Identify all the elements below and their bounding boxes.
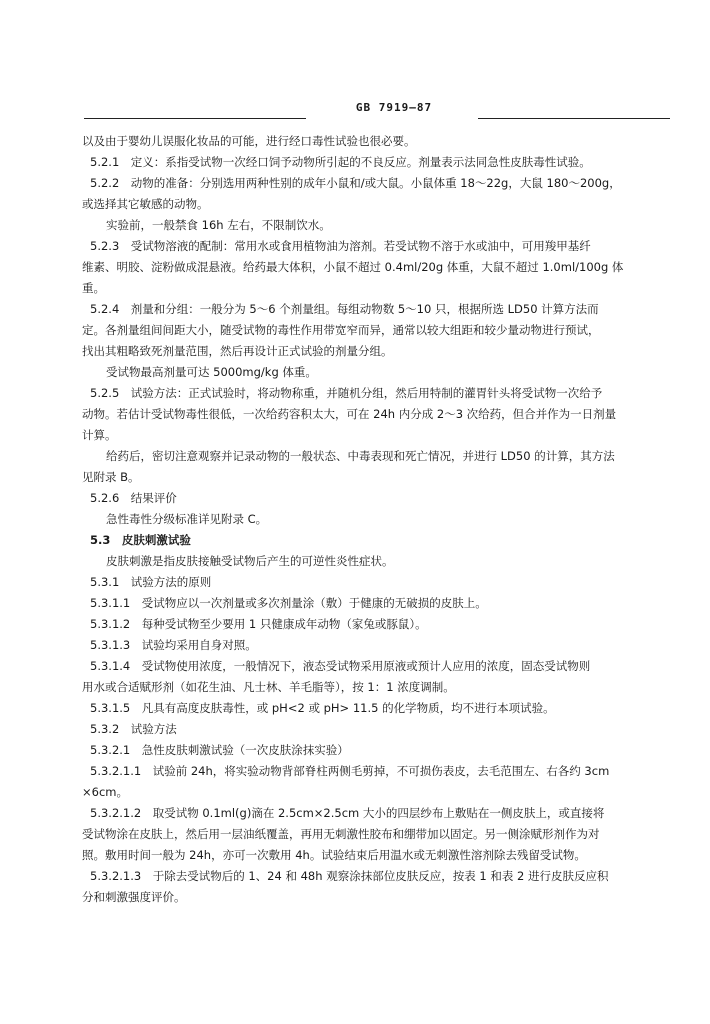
text-line: 以及由于婴幼儿误服化妆品的可能，进行经口毒性试验也很必要。: [82, 134, 416, 148]
text-line: 受试物最高剂量可达 5000mg/kg 体重。: [106, 365, 317, 379]
text-line: 5.3.1 试验方法的原则: [90, 575, 212, 589]
text-line: 5.2.1 定义：系指受试物一次经口饲予动物所引起的不良反应。剂量表示法同急性皮肤毒性试验。: [90, 155, 591, 169]
standard-number: GB 7919—87: [355, 101, 433, 114]
text-line: 照。敷用时间一般为 24h，亦可一次敷用 4h。试验结束后用温水或无刺激性溶剂除去残留受试物。: [82, 848, 586, 862]
text-line: 或选择其它敏感的动物。: [82, 197, 209, 211]
text-line: ×6cm。: [82, 785, 128, 799]
text-line: 分和刺激强度评价。: [82, 890, 186, 904]
text-line: 5.3.1.4 受试物使用浓度，一般情况下，液态受试物采用原液或预计人应用的浓度，固态受试物则: [90, 659, 591, 673]
header-rule-left: [84, 118, 306, 119]
text-line: 找出其粗略致死剂量范围，然后再设计正式试验的剂量分组。: [82, 344, 393, 358]
text-line: 计算。: [82, 428, 117, 442]
text-line: 5.2.3 受试物溶液的配制：常用水或食用植物油为溶剂。若受试物不溶于水或油中，可用羧甲基纤: [90, 239, 591, 253]
text-line: 5.2.6 结果评价: [90, 491, 177, 505]
text-line: 5.3.2.1 急性皮肤刺激试验（一次皮肤涂抹实验）: [90, 743, 349, 757]
text-line: 皮肤刺激是指皮肤接触受试物后产生的可逆性炎性症状。: [106, 554, 394, 568]
text-line: 用水或合适赋形剂（如花生油、凡士林、羊毛脂等），按 1：1 浓度调制。: [82, 680, 455, 694]
document-body: [82, 131, 674, 908]
text-line: 给药后，密切注意观察并记录动物的一般状态、中毒表现和死亡情况，并进行 LD50 的计算，其方法: [106, 449, 615, 463]
text-line: 5.3.2.1.3 于除去受试物后的 1、24 和 48h 观察涂抹部位皮肤反应，按表 1 和表 2 进行皮肤反应积: [90, 869, 609, 883]
text-line: 动物。若估计受试物毒性很低，一次给药容积太大，可在 24h 内分成 2～3 次给药，但合并作为一日剂量: [82, 407, 617, 421]
text-line: 定。各剂量组间间距大小，随受试物的毒性作用带宽窄而异，通常以较大组距和较少量动物进行预试，: [82, 323, 600, 337]
text-line: 见附录 B。: [82, 470, 140, 484]
page-header: [84, 99, 670, 121]
text-line: 5.3.2.1.2 取受试物 0.1ml(g)滴在 2.5cm×2.5cm 大小的四层纱布上敷贴在一侧皮肤上，或直接将: [90, 806, 605, 820]
text-line: 5.3.2 试验方法: [90, 722, 177, 736]
text-line: 5.3.2.1.1 试验前 24h，将实验动物背部脊柱两侧毛剪掉，不可损伤表皮，去毛范围左、右各约 3cm: [90, 764, 610, 778]
text-line: 5.3.1.1 受试物应以一次剂量或多次剂量涂（敷）于健康的无破损的皮肤上。: [90, 596, 487, 610]
text-line: 受试物涂在皮肤上，然后用一层油纸覆盖，再用无刺激性胶布和绷带加以固定。另一侧涂赋形剂作为对: [82, 827, 600, 841]
text-line: 5.2.2 动物的准备：分别选用两种性别的成年小鼠和/或大鼠。小鼠体重 18～22g，大鼠 180～200g，: [90, 176, 621, 190]
text-line: 5.3.1.5 凡具有高度皮肤毒性，或 pH<2 或 pH> 11.5 的化学物质，均不进行本项试验。: [90, 701, 555, 715]
text-line: 急性毒性分级标准详见附录 C。: [106, 512, 268, 526]
text-line: 5.3.1.2 每种受试物至少要用 1 只健康成年动物（家兔或豚鼠）。: [90, 617, 427, 631]
header-rule-right: [478, 118, 670, 119]
text-line: 重。: [82, 281, 105, 295]
text-line: 维素、明胶、淀粉做成混悬液。给药最大体积，小鼠不超过 0.4ml/20g 体重，大鼠不超过 1.0ml/100g 体: [82, 260, 624, 274]
text-line: 实验前，一般禁食 16h 左右，不限制饮水。: [106, 218, 331, 232]
text-line: 5.2.5 试验方法：正式试验时，将动物称重，并随机分组，然后用特制的灌胃针头将受试物一次给予: [90, 386, 603, 400]
text-line: 5.3 皮肤刺激试验: [90, 533, 191, 547]
text-line: 5.2.4 剂量和分组：一般分为 5～6 个剂量组。每组动物数 5～10 只，根据所选 LD50 计算方法而: [90, 302, 599, 316]
text-line: 5.3.1.3 试验均采用自身对照。: [90, 638, 257, 652]
